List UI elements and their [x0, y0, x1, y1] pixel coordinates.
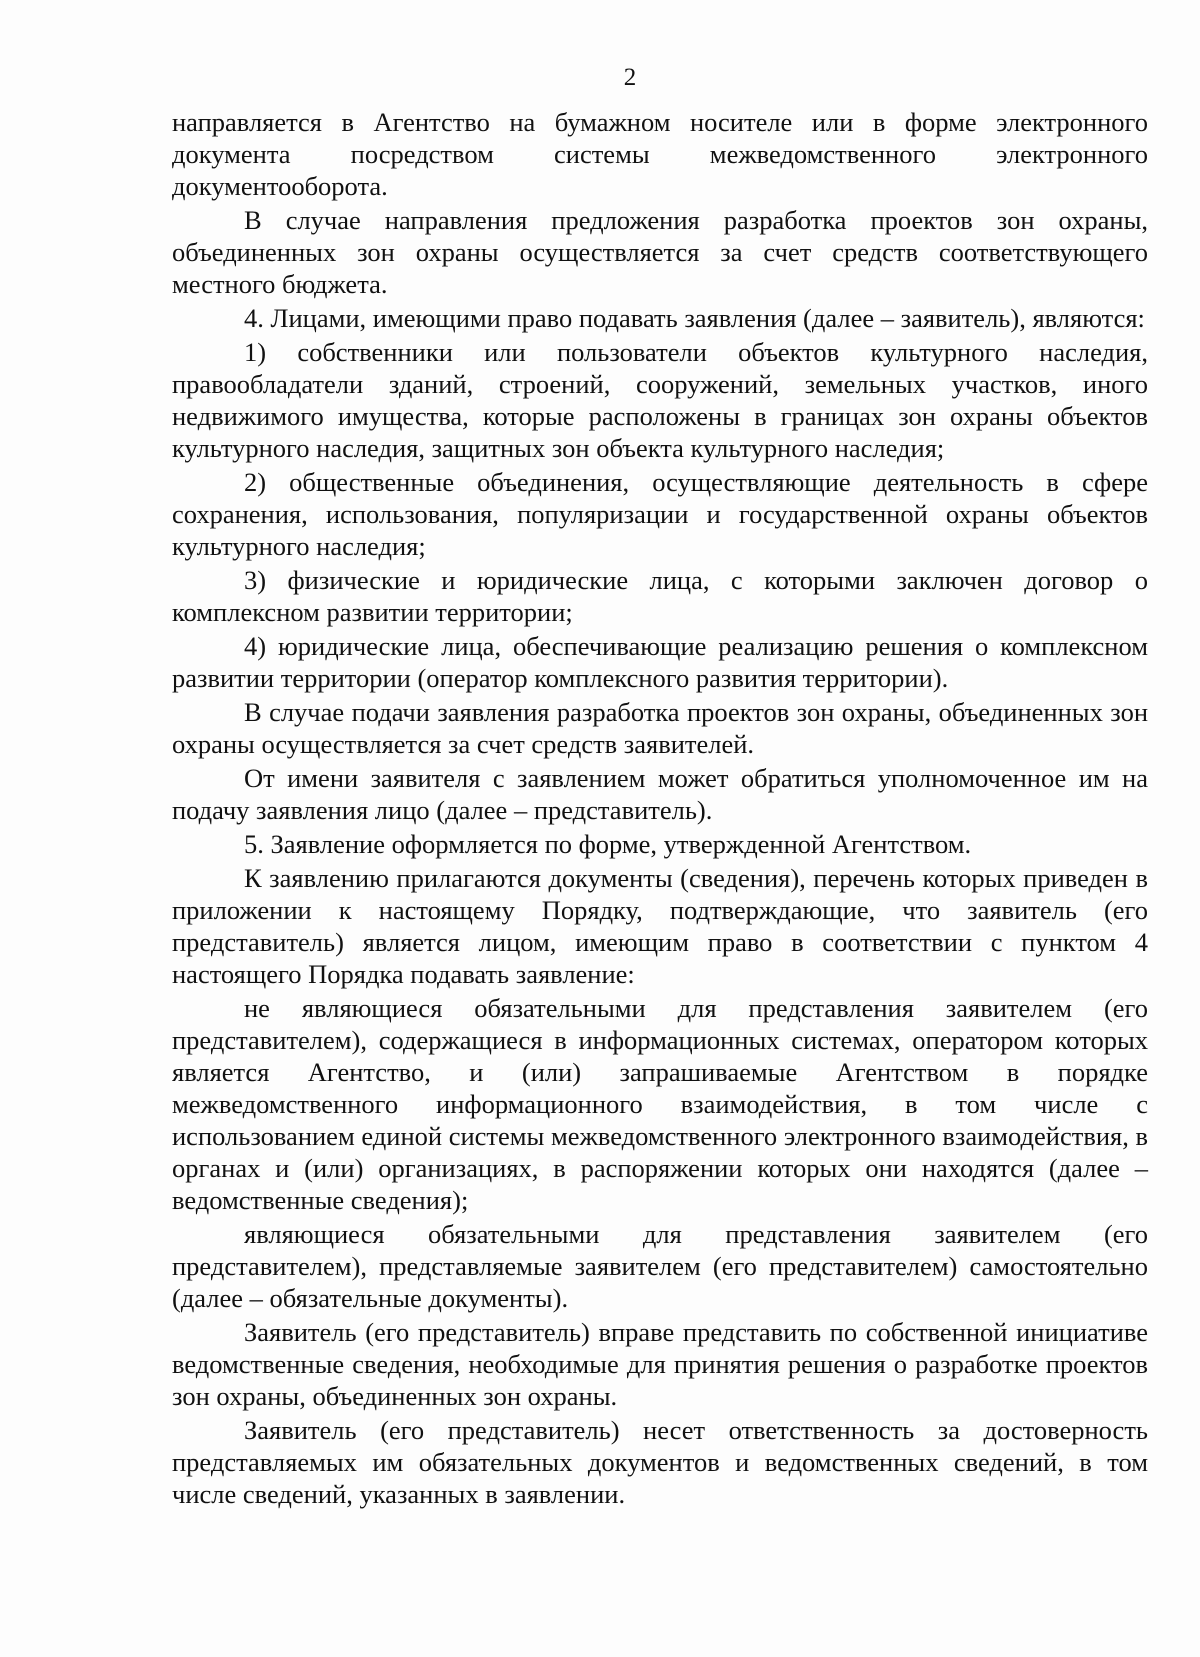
list-item-4: 4) юридические лица, обеспечивающие реализацию решения о комплексном развитии территории (оператор комплексного развития территории). [172, 631, 1148, 693]
list-item-1: 1) собственники или пользователи объектов культурного наследия, правообладатели зданий, строений, сооружений, земельных участков, иного недвижимого имущества, которые расположены в границах зон охраны объектов культурного наследия, защитных зон объекта культурного наследия; [172, 337, 1148, 463]
paragraph-mandatory-docs: являющиеся обязательными для представления заявителем (его представителем), представляемые заявителем (его представителем) самостоятельно (далее – обязательные документы). [172, 1219, 1148, 1313]
document-body [172, 106, 1148, 1512]
paragraph-continuation: направляется в Агентство на бумажном носителе или в форме электронного документа посредством системы межведомственного электронного документооборота. [172, 107, 1148, 201]
list-item-2: 2) общественные объединения, осуществляющие деятельность в сфере сохранения, использования, популяризации и государственной охраны объектов культурного наследия; [172, 467, 1148, 561]
page-number: 2 [623, 64, 637, 91]
paragraph-funding-proposal: В случае направления предложения разработка проектов зон охраны, объединенных зон охраны осуществляется за счет средств соответствующего местного бюджета. [172, 205, 1148, 299]
paragraph-section-5: 5. Заявление оформляется по форме, утвержденной Агентством. [244, 829, 972, 859]
paragraph-departmental-info: не являющиеся обязательными для представления заявителем (его представителем), содержащиеся в информационных системах, оператором которых является Агентство, и (или) запрашиваемые Агентством в порядке межведомственного информационного взаимодействия, в том числе с использованием единой системы межведомственного электронного взаимодействия, в органах и (или) организациях, в распоряжении которых они находятся (далее – ведомственные сведения); [172, 993, 1148, 1215]
paragraph-representative: От имени заявителя с заявлением может обратиться уполномоченное им на подачу заявления лицо (далее – представитель). [172, 763, 1148, 825]
paragraph-attachments: К заявлению прилагаются документы (сведения), перечень которых приведен в приложении к настоящему Порядку, подтверждающие, что заявитель (его представитель) является лицом, имеющим право в соответствии с пунктом 4 настоящего Порядка подавать заявление: [172, 863, 1148, 989]
list-item-3: 3) физические и юридические лица, с которыми заключен договор о комплексном развитии территории; [172, 565, 1148, 627]
paragraph-responsibility: Заявитель (его представитель) несет ответственность за достоверность представляемых им обязательных документов и ведомственных сведений, в том числе сведений, указанных в заявлении. [172, 1415, 1148, 1509]
paragraph-section-4: 4. Лицами, имеющими право подавать заявления (далее – заявитель), являются: [244, 303, 1145, 333]
paragraph-funding-application: В случае подачи заявления разработка проектов зон охраны, объединенных зон охраны осуществляется за счет средств заявителей. [172, 697, 1148, 759]
paragraph-own-initiative: Заявитель (его представитель) вправе представить по собственной инициативе ведомственные сведения, необходимые для принятия решения о разработке проектов зон охраны, объединенных зон охраны. [172, 1317, 1148, 1411]
